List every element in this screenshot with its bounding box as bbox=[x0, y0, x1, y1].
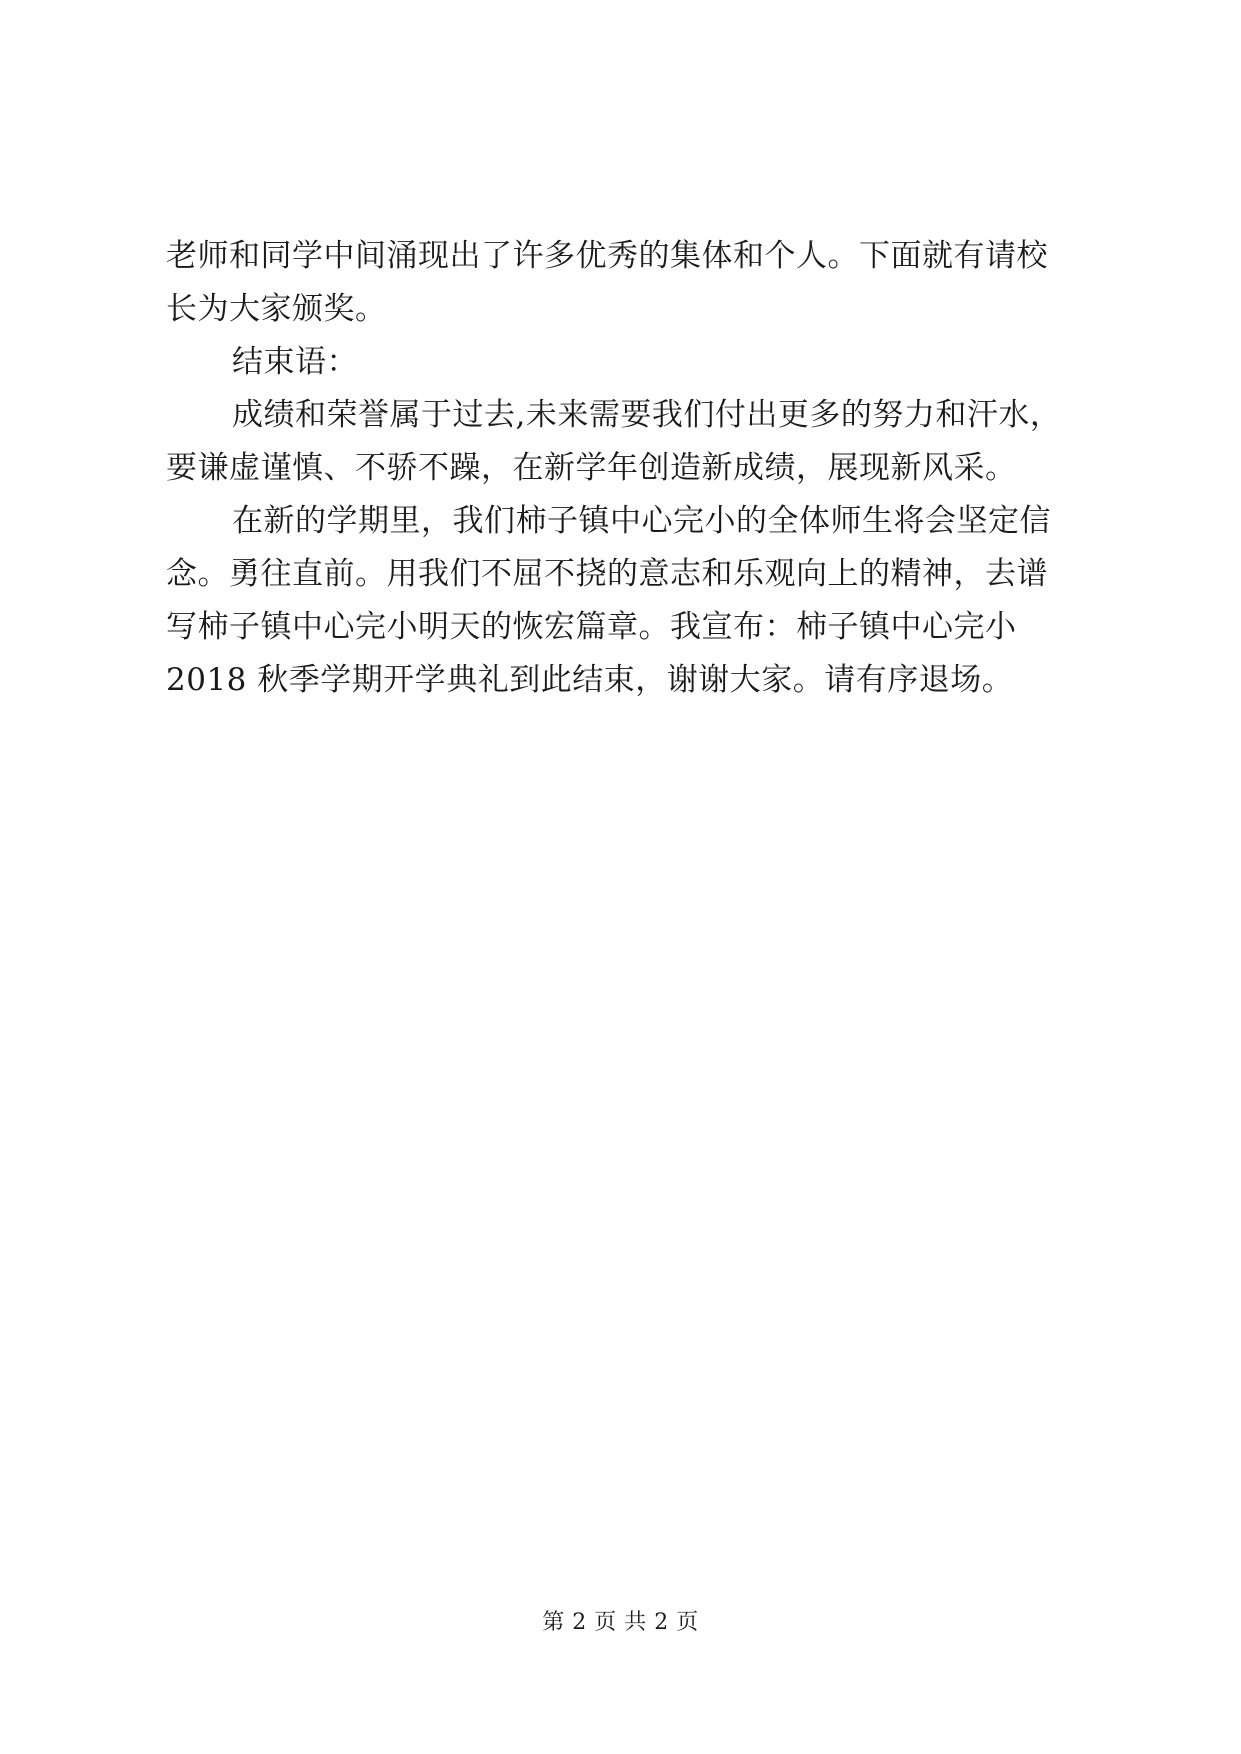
page-number-footer: 第 2 页 共 2 页 bbox=[542, 1610, 699, 1635]
paragraph-line: 2018 秋季学期开学典礼到此结束，谢谢大家。请有序退场。 bbox=[166, 662, 1014, 698]
paragraph-line: 长为大家颁奖。 bbox=[166, 291, 387, 327]
paragraph-line: 在新的学期里，我们柿子镇中心完小的全体师生将会坚定信 bbox=[232, 503, 1051, 539]
paragraph-line: 要谦虚谨慎、不骄不躁，在新学年创造新成绩，展现新风采。 bbox=[166, 450, 1017, 486]
document-body bbox=[166, 230, 1086, 707]
section-heading: 结束语： bbox=[232, 344, 358, 380]
paragraph-line: 写柿子镇中心完小明天的恢宏篇章。我宣布：柿子镇中心完小 bbox=[166, 609, 1017, 645]
paragraph-line: 老师和同学中间涌现出了许多优秀的集体和个人。下面就有请校 bbox=[166, 238, 1048, 274]
paragraph-line: 成绩和荣誉属于过去,未来需要我们付出更多的努力和汗水， bbox=[232, 397, 1062, 433]
paragraph-line: 念。勇往直前。用我们不屈不挠的意志和乐观向上的精神，去谱 bbox=[166, 556, 1048, 592]
